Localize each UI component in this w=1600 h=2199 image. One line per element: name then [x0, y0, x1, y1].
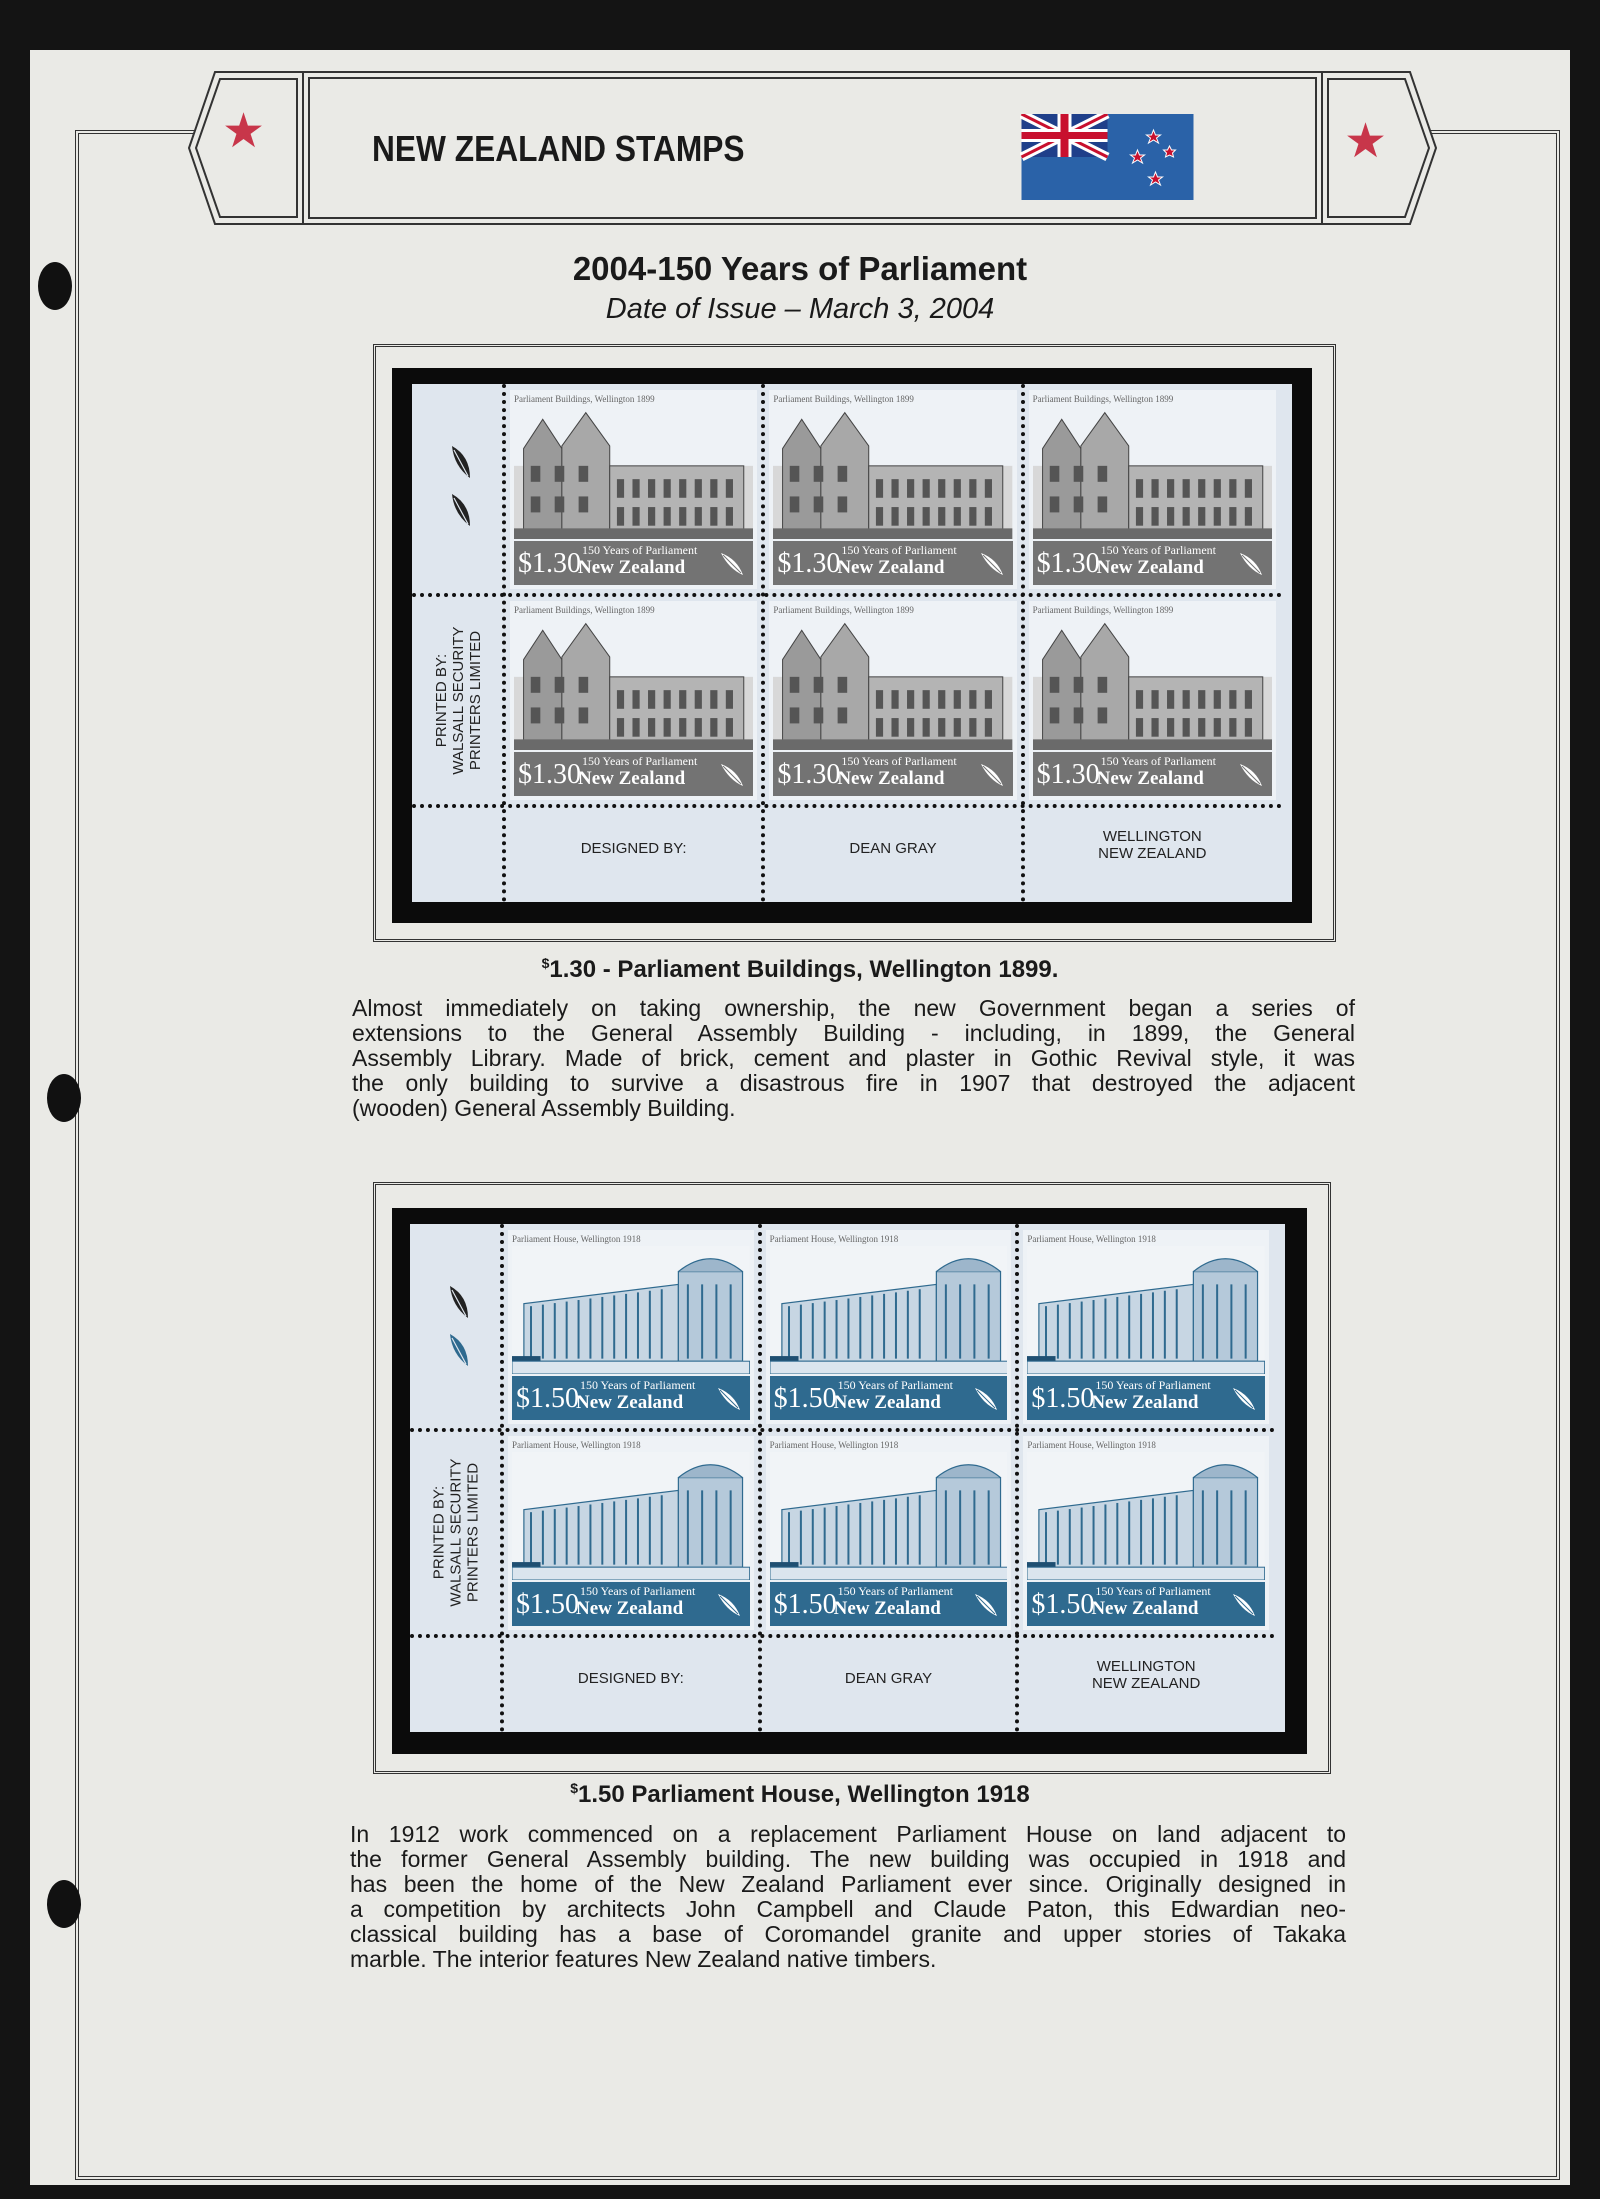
anniversary-text: 150 Years of Parliament: [1100, 543, 1216, 557]
silver-fern-icon: [979, 549, 1005, 577]
header-title: NEW ZEALAND STAMPS: [372, 128, 745, 169]
parliament-building-engraving: [512, 1246, 750, 1374]
value-band: [1033, 752, 1272, 796]
face-value: $1.30: [1036, 548, 1100, 579]
stamp-caption: Parliament House, Wellington 1918: [769, 1440, 899, 1450]
designer-name-line: DEAN GRAY: [849, 840, 937, 857]
country-name: New Zealand: [833, 1598, 941, 1619]
silver-fern-icon: [719, 549, 745, 577]
designer-label: [504, 840, 763, 857]
parliament-building-engraving: [773, 617, 1012, 750]
perforation: [410, 1428, 1275, 1432]
parliament-building-engraving: [1033, 617, 1272, 750]
place-label: [1023, 828, 1282, 862]
place-label-line: WELLINGTON: [1102, 828, 1202, 845]
issue-title: 2004-150 Years of Parliament: [572, 250, 1028, 287]
stamp-caption: Parliament House, Wellington 1918: [1027, 1440, 1156, 1450]
place-label-line: NEW ZEALAND: [1098, 845, 1207, 862]
country-name: New Zealand: [1091, 1598, 1199, 1619]
stamp: [510, 601, 757, 800]
perforation: [1015, 1224, 1019, 1732]
country-name: New Zealand: [833, 1392, 941, 1413]
value-band: [773, 541, 1012, 585]
face-value: $1.30: [777, 548, 841, 579]
silver-fern-icon: [973, 1590, 999, 1618]
country-name: New Zealand: [578, 768, 686, 789]
value-band: [1033, 541, 1272, 585]
star-icon: ★: [222, 105, 266, 158]
stamp-caption: Parliament Buildings, Wellington 1899: [514, 605, 655, 615]
perforation: [410, 1634, 1275, 1638]
perforation: [412, 804, 1282, 808]
parliament-building-engraving: [1027, 1246, 1265, 1374]
perforation: [502, 384, 506, 902]
anniversary-text: 150 Years of Parliament: [1100, 754, 1216, 768]
face-value: $1.50: [1031, 1383, 1095, 1414]
face-value: $1.30: [518, 548, 581, 579]
face-value: $1.50: [516, 1383, 579, 1414]
silver-fern-icon: [446, 1332, 472, 1368]
parliament-building-engraving: [514, 406, 753, 539]
stamp: [508, 1230, 754, 1424]
anniversary-text: 150 Years of Parliament: [582, 754, 698, 768]
silver-fern-icon: [716, 1590, 742, 1618]
face-value: $1.50: [1031, 1589, 1095, 1620]
place-label-line: NEW ZEALAND: [1091, 1675, 1201, 1692]
value-band: [512, 1376, 750, 1420]
anniversary-text: 150 Years of Parliament: [580, 1378, 696, 1392]
printer-imprint-line: WALSALL SECURITY: [447, 1458, 465, 1607]
silver-fern-icon: [448, 444, 474, 480]
caption-1-50: $1.50 Parliament House, Wellington 1918: [570, 1780, 1030, 1808]
parliament-building-engraving: [512, 1452, 750, 1580]
face-value: $1.30: [518, 759, 581, 790]
parliament-building-engraving: [1033, 406, 1272, 539]
silver-fern-icon: [448, 492, 474, 528]
country-name: New Zealand: [578, 557, 686, 578]
country-name: New Zealand: [576, 1392, 684, 1413]
silver-fern-icon: [446, 1284, 472, 1320]
parliament-building-engraving: [770, 1452, 1008, 1580]
printer-imprint: [431, 1440, 482, 1626]
anniversary-text: 150 Years of Parliament: [1095, 1584, 1211, 1598]
perforation: [500, 1224, 504, 1732]
silver-fern-icon: [1231, 1590, 1257, 1618]
designer-name-line: DEAN GRAY: [844, 1670, 933, 1687]
place-label: [1017, 1658, 1275, 1692]
perforation: [761, 384, 765, 902]
perforation: [758, 1224, 762, 1732]
value-band: [512, 1582, 750, 1626]
anniversary-text: 150 Years of Parliament: [837, 1378, 953, 1392]
face-value: $1.50: [773, 1383, 837, 1414]
country-name: New Zealand: [837, 768, 945, 789]
plate-block-1-30: [412, 384, 1292, 902]
anniversary-text: 150 Years of Parliament: [841, 543, 957, 557]
value-band: [770, 1376, 1008, 1420]
binder-hole-middle: [47, 1074, 81, 1122]
country-name: New Zealand: [1096, 557, 1204, 578]
printer-imprint-line: PRINTED BY:: [430, 1485, 448, 1580]
perforation: [1021, 384, 1025, 902]
parliament-building-engraving: [514, 617, 753, 750]
parliament-building-engraving: [770, 1246, 1008, 1374]
silver-fern-icon: [973, 1384, 999, 1412]
parliament-building-engraving: [773, 406, 1012, 539]
face-value: $1.30: [777, 759, 841, 790]
country-name: New Zealand: [837, 557, 945, 578]
silver-fern-icon: [719, 760, 745, 788]
printer-imprint-line: PRINTED BY:: [432, 653, 450, 747]
new-zealand-flag-icon: [1020, 114, 1195, 200]
value-band: [1027, 1582, 1265, 1626]
stamp-caption: Parliament Buildings, Wellington 1899: [1032, 394, 1174, 404]
value-band: [773, 752, 1012, 796]
star-icon: ★: [1344, 115, 1388, 168]
caption-1-30: $1.30 - Parliament Buildings, Wellington 1899.: [541, 955, 1059, 983]
stamp: [1023, 1230, 1269, 1424]
designer-label-line: DESIGNED BY:: [580, 840, 687, 857]
country-name: New Zealand: [576, 1598, 684, 1619]
stamp: [769, 390, 1016, 589]
silver-fern-icon: [716, 1384, 742, 1412]
stamp: [1023, 1436, 1269, 1630]
stamp: [508, 1436, 754, 1630]
stamp-caption: Parliament House, Wellington 1918: [512, 1234, 641, 1244]
stamp: [1029, 601, 1276, 800]
description-1-30: Almost immediately on taking ownership, the new Government began a series of extensions to the General Assembly Building - including, in 1899, the General Assembly Library. Made of brick, cement and plaster in Gothic Revival style, it was the only building to survive a disastrous fire in 1907 that destroyed the adjacent (wooden) General Assembly Building.: [352, 995, 1355, 1121]
stamp: [766, 1436, 1012, 1630]
printer-imprint: [433, 605, 484, 796]
value-band: [1027, 1376, 1265, 1420]
stamp-caption: Parliament House, Wellington 1918: [1027, 1234, 1156, 1244]
designer-name: [760, 1670, 1018, 1687]
stamp-caption: Parliament Buildings, Wellington 1899: [773, 605, 914, 615]
description-1-50: In 1912 work commenced on a replacement Parliament House on land adjacent to the former General Assembly building. The new building was occupied in 1918 and has been the home of the New Zealand Parliament ever since. Originally designed in a competition by architects John Campbell and Claude Paton, this Edwardian neo- classical building has a base of Coromandel granite and upper stories of Takaka marble. The interior features New Zealand native timbers.: [350, 1821, 1346, 1972]
value-band: [770, 1582, 1008, 1626]
anniversary-text: 150 Years of Parliament: [582, 543, 698, 557]
face-value: $1.30: [1036, 759, 1100, 790]
anniversary-text: 150 Years of Parliament: [841, 754, 957, 768]
designer-label: [502, 1670, 760, 1687]
stamp: [766, 1230, 1012, 1424]
perforation: [412, 593, 1282, 597]
anniversary-text: 150 Years of Parliament: [1095, 1378, 1211, 1392]
value-band: [514, 541, 753, 585]
country-name: New Zealand: [1091, 1392, 1199, 1413]
stamp-caption: Parliament Buildings, Wellington 1899: [1032, 605, 1174, 615]
printer-imprint-line: WALSALL SECURITY: [449, 625, 467, 775]
face-value: $1.50: [516, 1589, 579, 1620]
stamp: [1029, 390, 1276, 589]
stamp-caption: Parliament Buildings, Wellington 1899: [514, 394, 655, 404]
designer-label-line: DESIGNED BY:: [577, 1670, 684, 1687]
stamp: [510, 390, 757, 589]
anniversary-text: 150 Years of Parliament: [837, 1584, 953, 1598]
silver-fern-icon: [979, 760, 1005, 788]
stamp-caption: Parliament Buildings, Wellington 1899: [773, 394, 914, 404]
binder-hole-bottom: [47, 1880, 81, 1928]
silver-fern-icon: [1238, 760, 1264, 788]
place-label-line: WELLINGTON: [1096, 1658, 1196, 1675]
issue-date: Date of Issue – March 3, 2004: [605, 293, 995, 325]
designer-name: [763, 840, 1022, 857]
stamp: [769, 601, 1016, 800]
plate-block-1-50: [410, 1224, 1285, 1732]
silver-fern-icon: [1231, 1384, 1257, 1412]
printer-imprint-line: PRINTERS LIMITED: [464, 1462, 482, 1603]
anniversary-text: 150 Years of Parliament: [580, 1584, 696, 1598]
printer-imprint-line: PRINTERS LIMITED: [466, 630, 484, 770]
parliament-building-engraving: [1027, 1452, 1265, 1580]
stamp-caption: Parliament House, Wellington 1918: [512, 1440, 641, 1450]
silver-fern-icon: [1238, 549, 1264, 577]
country-name: New Zealand: [1096, 768, 1204, 789]
value-band: [514, 752, 753, 796]
face-value: $1.50: [773, 1589, 837, 1620]
stamp-caption: Parliament House, Wellington 1918: [769, 1234, 899, 1244]
